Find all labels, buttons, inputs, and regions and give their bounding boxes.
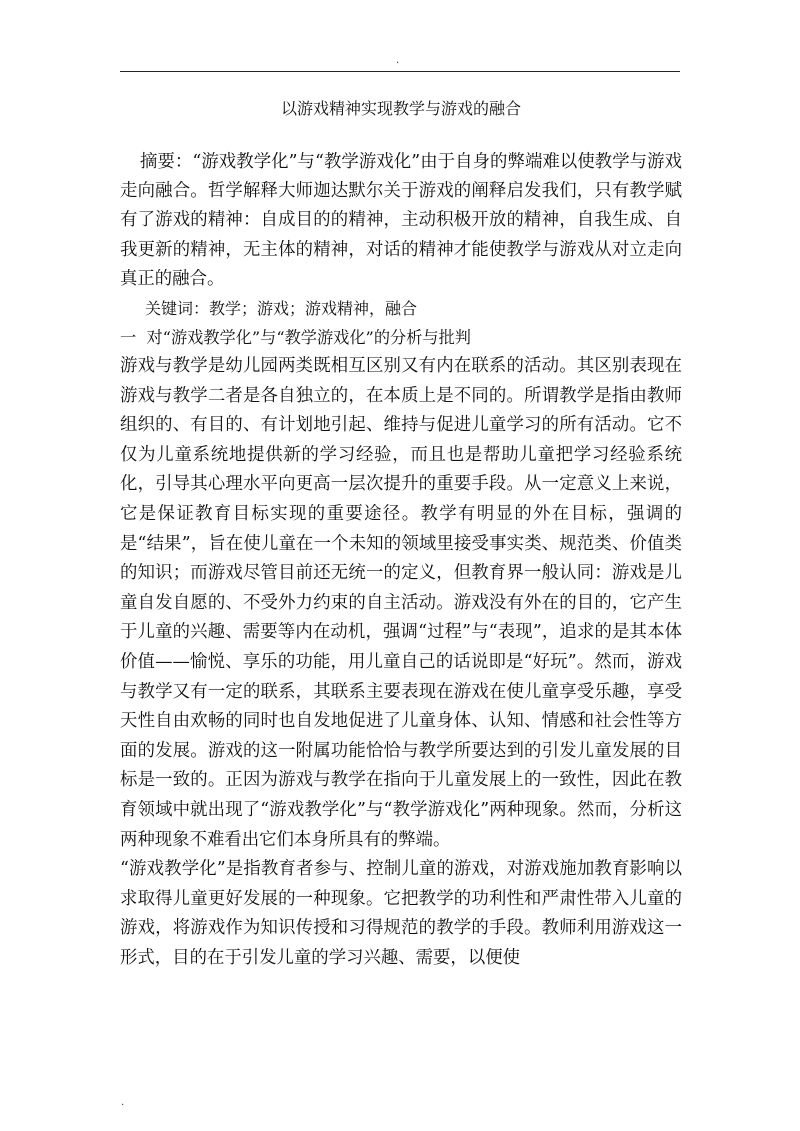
header-mark: . (396, 55, 400, 66)
body-paragraph-1: 游戏与教学是幼儿园两类既相互区别又有内在联系的活动。其区别表现在游戏与教学二者是各自独立的，在本质上是不同的。所谓教学是指由教师组织的、有目的、有计划地引起、维持与促进儿童学习的所有活动。它不仅为儿童系统地提供新的学习经验，而且也是帮助儿童把学习经验系统化，引导其心理水平向更高一层次提升的重要手段。从一定意义上来说，它是保证教育目标实现的重要途径。教学有明显的外在目标，强调的是“结果”，旨在使儿童在一个未知的领域里接受事实类、规范类、价值类的知识；而游戏尽管目前还无统一的定义，但教育界一般认同：游戏是儿童自发自愿的、不受外力约束的自主活动。游戏没有外在的目的，它产生于儿童的兴趣、需要等内在动机，强调“过程”与“表现”，追求的是其本体价值——愉悦、享乐的功能，用儿童自己的话说即是“好玩”。然而，游戏与教学又有一定的联系，其联系主要表现在游戏在使儿童享受乐趣，享受天性自由欢畅的同时也自发地促进了儿童身体、认知、情感和社会性等方面的发展。游戏的这一附属功能恰恰与教学所要达到的引发儿童发展的目标是一致的。正因为游戏与教学在指向于儿童发展上的一致性，因此在教育领域中就出现了“游戏教学化”与“教学游戏化”两种现象。然而，分析这两种现象不难看出它们本身所具有的弊端。 (120, 356, 682, 850)
body-paragraph-2: “游戏教学化”是指教育者参与、控制儿童的游戏，对游戏施加教育影响以求取得儿童更好发展的一种现象。它把教学的功利性和严肃性带入儿童的游戏，将游戏作为知识传授和习得规范的教学的手段。教师利用游戏这一形式，目的在于引发儿童的学习兴趣、需要，以便使 (120, 859, 682, 968)
abstract-paragraph: 摘要：“游戏教学化”与“教学游戏化”由于自身的弊端难以使教学与游戏走向融合。哲学解释大师迦达默尔关于游戏的阐释启发我们，只有教学赋有了游戏的精神：自成目的的精神，主动积极开放的精神，自我生成、自我更新的精神，无主体的精神，对话的精神才能使教学与游戏从对立走向真正的融合。 (120, 152, 682, 289)
document-body (120, 98, 682, 973)
section-heading: 一 对“游戏教学化”与“教学游戏化”的分析与批判 (120, 328, 471, 348)
header-rule (120, 71, 680, 72)
footer-mark: . (121, 1097, 125, 1108)
keywords-line: 关键词：教学；游戏；游戏精神，融合 (145, 299, 418, 319)
page-title: 以游戏精神实现教学与游戏的融合 (280, 99, 521, 118)
